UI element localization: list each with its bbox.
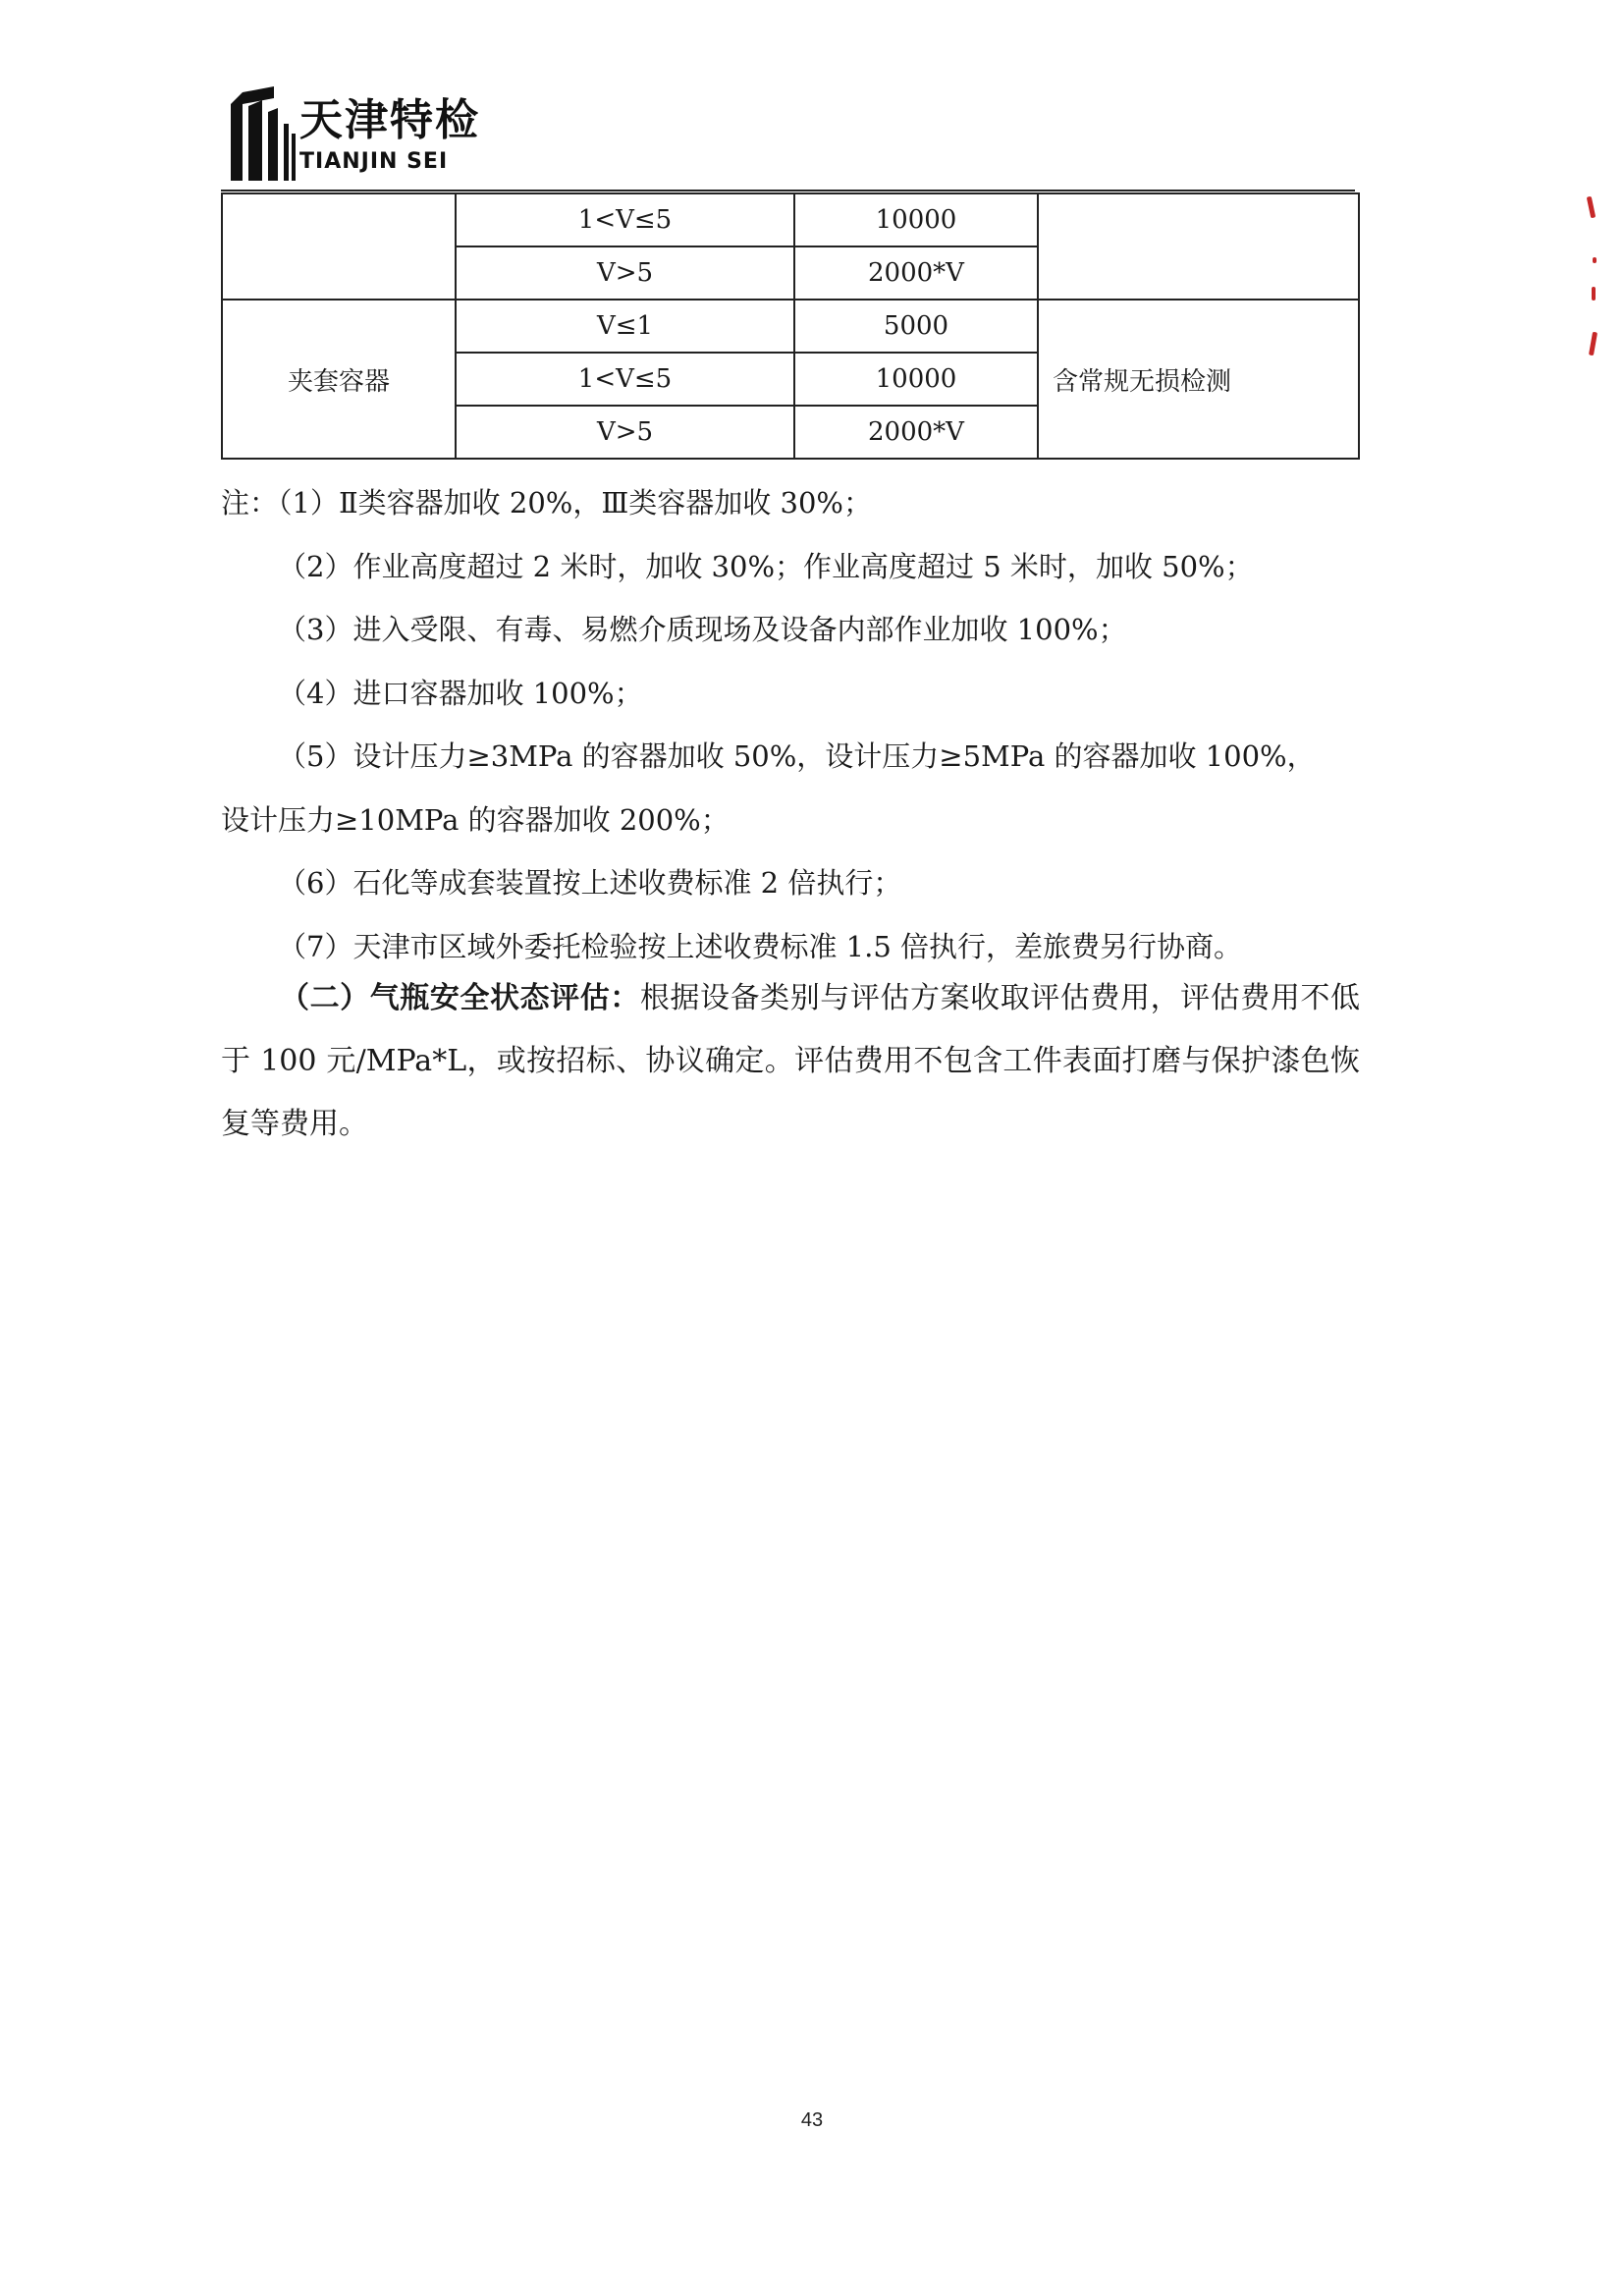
logo-chinese-name: 天津特检	[299, 95, 480, 145]
fee-cell: 5000	[794, 300, 1038, 353]
page-number: 43	[800, 2109, 824, 2131]
section-heading: （二）气瓶安全状态评估：	[280, 981, 640, 1015]
stamp-mark	[1587, 196, 1596, 219]
table-row	[222, 300, 1359, 353]
note-3: （3）进入受限、有毒、易燃介质现场及设备内部作业加收 100%；	[278, 613, 1127, 646]
logo-mark-icon	[229, 84, 298, 183]
category-cell: 夹套容器	[222, 300, 456, 459]
note-1: 注：（1）Ⅱ类容器加收 20%，Ⅲ类容器加收 30%；	[221, 486, 872, 519]
tianjin-sei-logo	[229, 84, 523, 183]
logo-english-name: TIANJIN SEI	[299, 149, 449, 174]
volume-range-cell: 1<V≤5	[456, 353, 794, 406]
note-5: （5）设计压力≥3MPa 的容器加收 50%，设计压力≥5MPa 的容器加收 100%，	[278, 739, 1316, 773]
volume-range-cell: 1<V≤5	[456, 193, 794, 246]
gas-cylinder-assessment-section	[221, 967, 1360, 1156]
volume-range-cell: V>5	[456, 406, 794, 459]
table-row	[222, 193, 1359, 246]
volume-range-cell: V≤1	[456, 300, 794, 353]
note-4: （4）进口容器加收 100%；	[278, 676, 643, 710]
fee-cell: 2000*V	[794, 246, 1038, 300]
fee-cell: 2000*V	[794, 406, 1038, 459]
stamp-mark	[1589, 332, 1597, 356]
section-body: 根据设备类别与评估方案收取评估费用，评估费用不低于 100 元/MPa*L，或按招标、协议确定。评估费用不包含工件表面打磨与保护漆色恢复等费用。	[221, 981, 1361, 1141]
fee-table	[221, 192, 1360, 460]
remark-cell	[1038, 193, 1359, 300]
note-7: （7）天津市区域外委托检验按上述收费标准 1.5 倍执行，差旅费另行协商。	[278, 929, 1243, 963]
header-rule	[221, 190, 1355, 191]
fee-cell: 10000	[794, 193, 1038, 246]
volume-range-cell: V>5	[456, 246, 794, 300]
remark-cell: 含常规无损检测	[1038, 300, 1359, 459]
notes-block	[221, 471, 1360, 978]
note-2: （2）作业高度超过 2 米时，加收 30%；作业高度超过 5 米时，加收 50%；	[278, 549, 1254, 583]
fee-cell: 10000	[794, 353, 1038, 406]
stamp-mark	[1592, 287, 1596, 301]
note-5-continued: 设计压力≥10MPa 的容器加收 200%；	[221, 802, 730, 837]
category-cell	[222, 193, 456, 300]
stamp-mark	[1593, 257, 1597, 263]
note-6: （6）石化等成套装置按上述收费标准 2 倍执行；	[278, 866, 902, 900]
